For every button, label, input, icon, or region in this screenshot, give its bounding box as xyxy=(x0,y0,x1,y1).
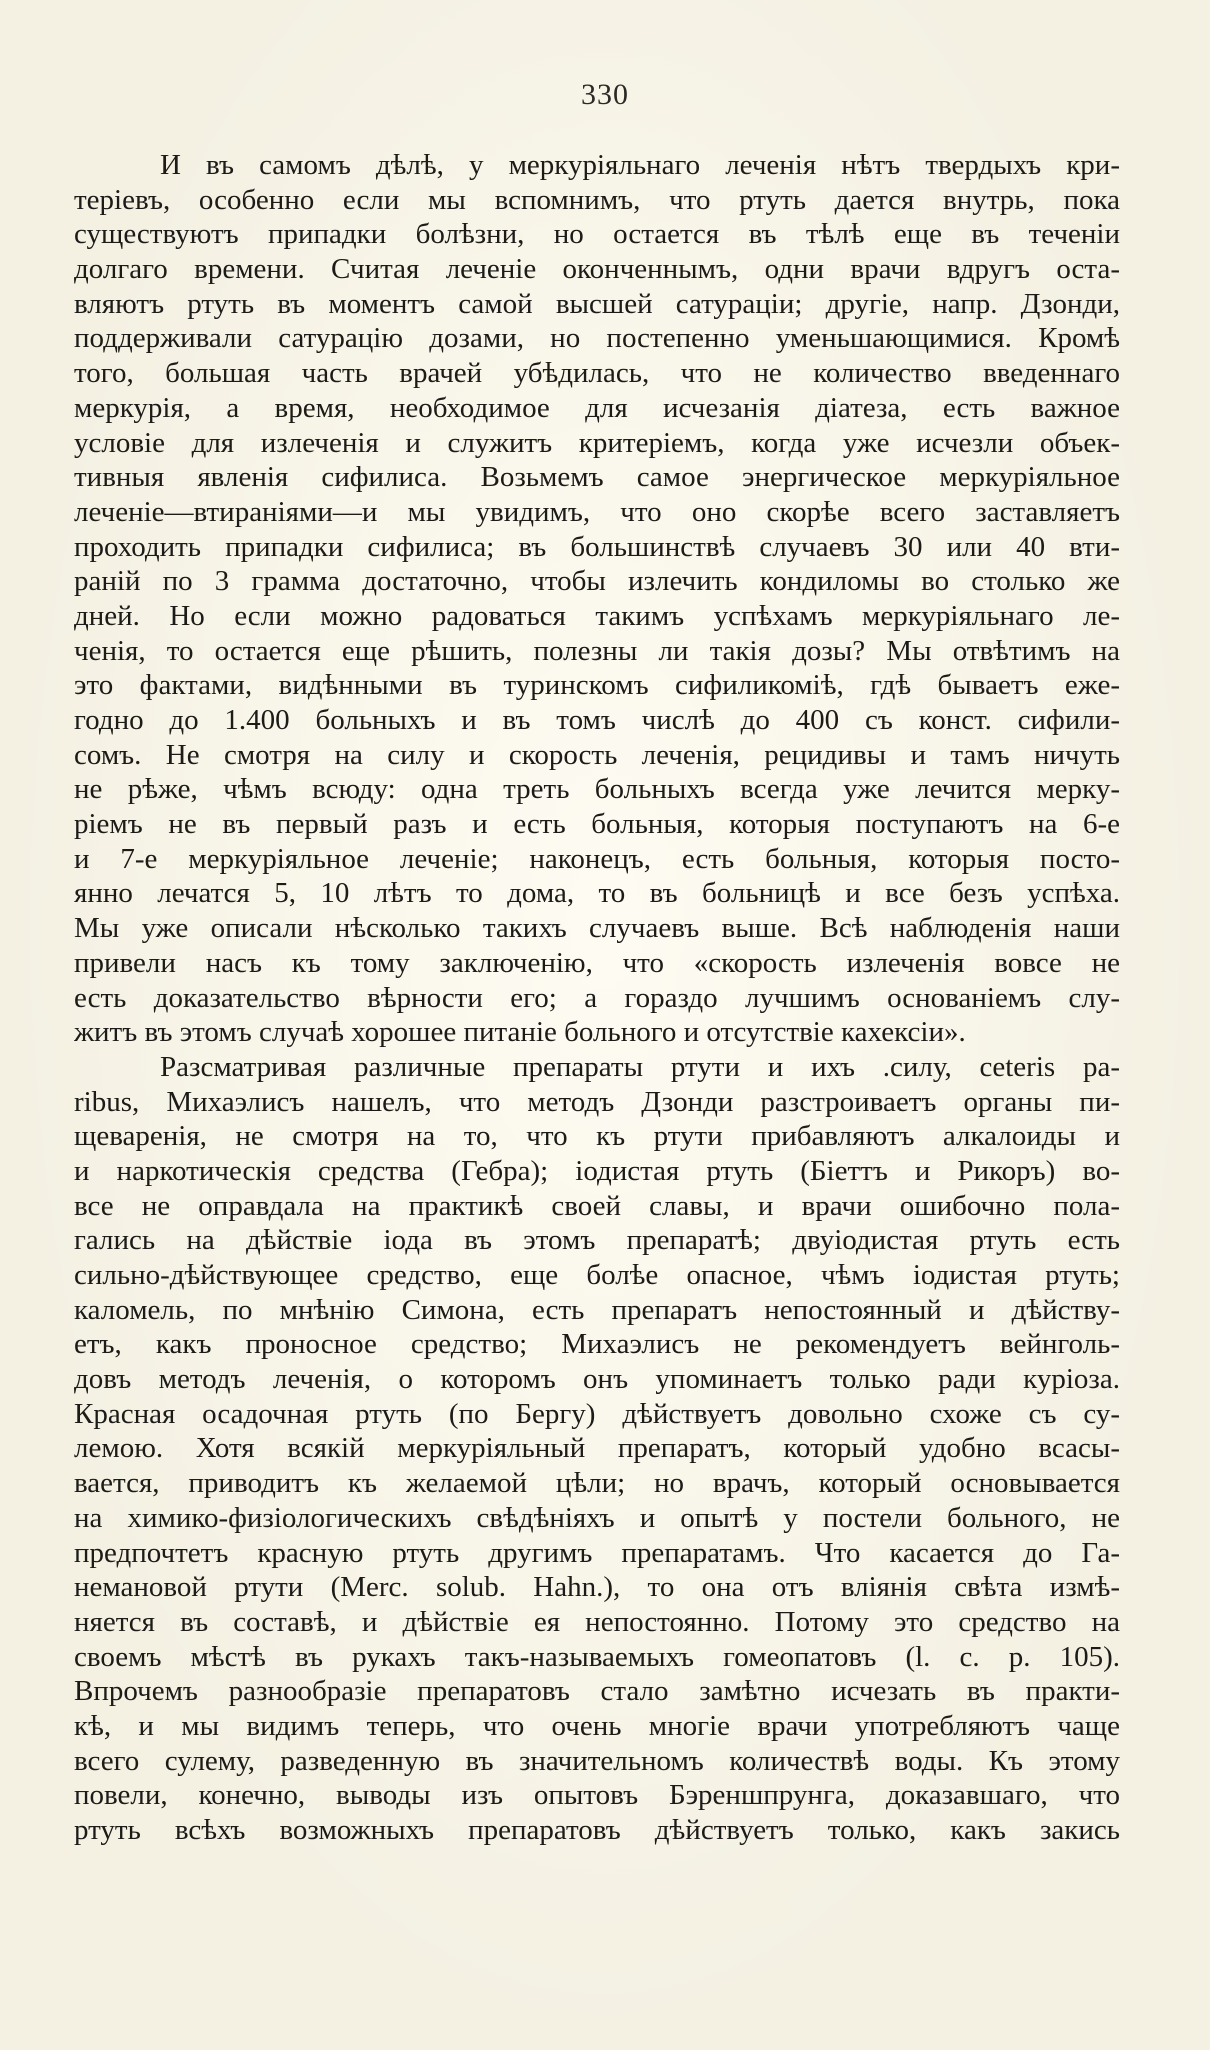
text-line: етъ, какъ проносное средство; Михаэлисъ не рекомендуетъ вейнголь- xyxy=(74,1328,1120,1361)
text-line: повели, конечно, выводы изъ опытовъ Бэреншпрунга, доказавшаго, что xyxy=(74,1779,1120,1812)
text-line: И въ самомъ дѣлѣ, у меркуріяльнаго леченія нѣтъ твердыхъ кри- xyxy=(160,149,1120,181)
text-line: ченія, то остается еще рѣшить, полезны ли такія дозы? Мы отвѣтимъ на xyxy=(74,634,1120,667)
text-line: кѣ, и мы видимъ теперь, что очень многіе врачи употребляютъ чаще xyxy=(74,1709,1120,1742)
text-line: гались на дѣйствіе іода въ этомъ препаратѣ; двуіодистая ртуть есть xyxy=(74,1224,1120,1257)
text-line: янно лечатся 5, 10 лѣтъ то дома, то въ больницѣ и все безъ успѣха. xyxy=(74,877,1120,910)
text-line: существуютъ припадки болѣзни, но остается въ тѣлѣ еще въ теченіи xyxy=(74,218,1120,251)
text-line: годно до 1.400 больныхъ и въ томъ числѣ до 400 съ конст. сифили- xyxy=(74,704,1120,736)
text-line: поддерживали сатурацію дозами, но постепенно уменьшающимися. Кромѣ xyxy=(74,322,1120,355)
text-line: ріемъ не въ первый разъ и есть больныя, которыя поступаютъ на 6-е xyxy=(74,808,1120,841)
text-line: не рѣже, чѣмъ всюду: одна треть больныхъ всегда уже лечится мерку- xyxy=(74,773,1120,806)
text-line: сомъ. Не смотря на силу и скорость леченія, рецидивы и тамъ ничуть xyxy=(74,738,1120,771)
text-line: есть доказательство вѣрности его; а гораздо лучшимъ основаніемъ слу- xyxy=(74,981,1120,1014)
text-line: каломель, по мнѣнію Симона, есть препаратъ непостоянный и дѣйству- xyxy=(74,1293,1120,1326)
page-number: 330 xyxy=(581,78,629,111)
text-line: на химико-физіологическихъ свѣдѣніяхъ и опытѣ у постели больного, не xyxy=(74,1501,1120,1534)
text-line: все не оправдала на практикѣ своей славы, и врачи ошибочно пола- xyxy=(74,1189,1120,1222)
text-line: всего сулему, разведенную въ значительномъ количествѣ воды. Къ этому xyxy=(74,1744,1120,1777)
text-line: тивныя явленія сифилиса. Возьмемъ самое энергическое меркуріяльное xyxy=(74,461,1120,494)
text-line: леченіе—втираніями—и мы увидимъ, что оно скорѣе всего заставляетъ xyxy=(74,495,1120,528)
text-line: Разсматривая различные препараты ртути и ихъ .силу, ceteris pa- xyxy=(160,1050,1120,1083)
text-line: Впрочемъ разнообразіе препаратовъ стало замѣтно исчезать въ практи- xyxy=(74,1675,1120,1708)
text-line: житъ въ этомъ случаѣ хорошее питаніе больного и отсутствіе кахексіи». xyxy=(74,1016,966,1049)
body-text xyxy=(74,148,1120,1848)
text-line: немановой ртути (Merc. solub. Hahn.), то она отъ вліянія свѣта измѣ- xyxy=(74,1571,1120,1604)
text-line: вляютъ ртуть въ моментъ самой высшей сатураціи; другіе, напр. Дзонди, xyxy=(74,287,1120,320)
text-line: сильно-дѣйствующее средство, еще болѣе опасное, чѣмъ іодистая ртуть; xyxy=(74,1259,1120,1291)
text-line: дней. Но если можно радоваться такимъ успѣхамъ меркуріяльнаго ле- xyxy=(74,599,1120,632)
text-line: ртуть всѣхъ возможныхъ препаратовъ дѣйствуетъ только, какъ закись xyxy=(74,1814,1120,1846)
text-line: и 7-е меркуріяльное леченіе; наконецъ, есть больныя, которыя посто- xyxy=(74,842,1120,875)
text-line: Красная осадочная ртуть (по Бергу) дѣйствуетъ довольно схоже съ су- xyxy=(74,1397,1120,1430)
text-line: меркурія, а время, необходимое для исчезанія діатеза, есть важное xyxy=(74,391,1120,424)
text-line: того, большая часть врачей убѣдилась, что не количество введеннаго xyxy=(74,357,1120,390)
text-line: теріевъ, особенно если мы вспомнимъ, что ртуть дается внутрь, пока xyxy=(74,183,1120,216)
text-line: проходить припадки сифилиса; въ большинствѣ случаевъ 30 или 40 вти- xyxy=(74,530,1120,563)
text-line: няется въ составѣ, и дѣйствіе ея непостоянно. Потому это средство на xyxy=(74,1605,1120,1638)
text-line: щеваренія, не смотря на то, что къ ртути прибавляютъ алкалоиды и xyxy=(74,1120,1120,1153)
text-line: вается, приводитъ къ желаемой цѣли; но врачъ, который основывается xyxy=(74,1467,1120,1500)
text-line: привели насъ къ тому заключенію, что «скорость излеченія вовсе не xyxy=(74,946,1120,979)
text-line: условіе для излеченія и служитъ критеріемъ, когда уже исчезли объек- xyxy=(74,426,1120,459)
text-line: долгаго времени. Считая леченіе оконченнымъ, одни врачи вдругъ оста- xyxy=(74,253,1120,286)
text-line: это фактами, видѣнными въ туринскомъ сифиликомiѣ, гдѣ бываетъ еже- xyxy=(74,669,1120,702)
text-line: своемъ мѣстѣ въ рукахъ такъ-называемыхъ гомеопатовъ (l. c. p. 105). xyxy=(74,1640,1120,1673)
text-line: Мы уже описали нѣсколько такихъ случаевъ выше. Всѣ наблюденія наши xyxy=(74,912,1120,945)
text-line: и наркотическія средства (Гебра); іодистая ртуть (Біеттъ и Рикоръ) во- xyxy=(74,1154,1120,1187)
text-line: ribus, Михаэлисъ нашелъ, что методъ Дзонди разстроиваетъ органы пи- xyxy=(74,1085,1120,1118)
text-line: предпочтетъ красную ртуть другимъ препаратамъ. Что касается до Га- xyxy=(74,1536,1120,1569)
text-line: лемою. Хотя всякій меркуріяльный препаратъ, который удобно всасы- xyxy=(74,1432,1120,1465)
text-line: довъ методъ леченія, о которомъ онъ упоминаетъ только ради куріоза. xyxy=(74,1363,1120,1396)
text-line: раній по 3 грамма достаточно, чтобы излечить кондиломы во столько же xyxy=(74,565,1120,598)
